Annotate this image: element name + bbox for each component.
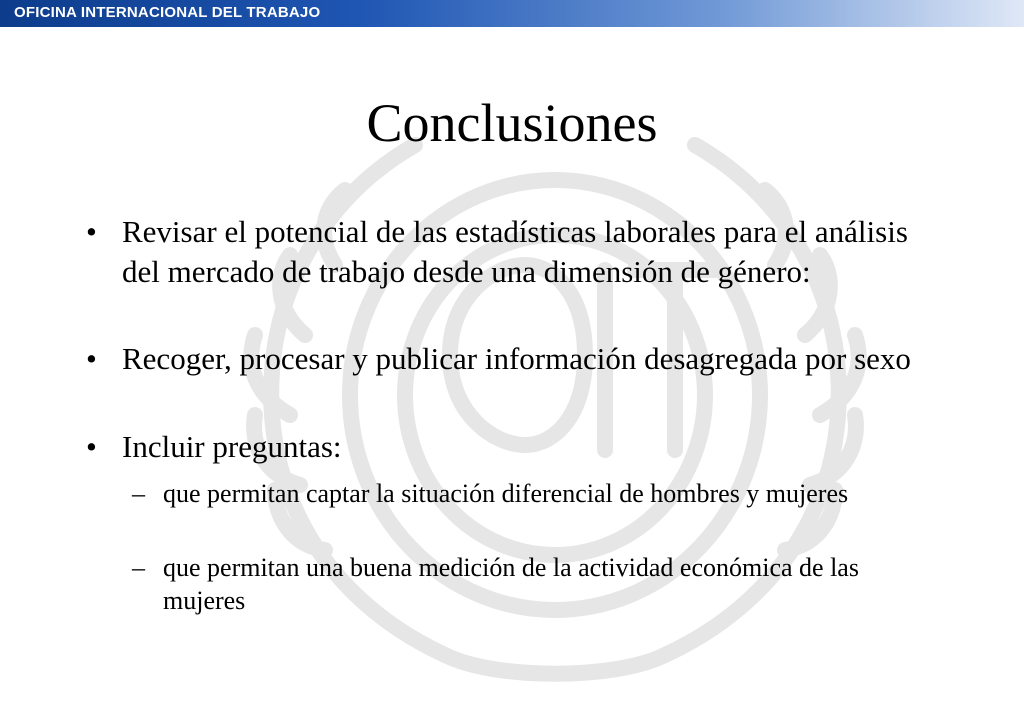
bullet-marker: • xyxy=(86,214,97,249)
bullet-text: Recoger, procesar y publicar información desagregada por sexo xyxy=(122,341,911,376)
bullet-item-2 xyxy=(86,339,952,379)
bullet-marker: • xyxy=(86,341,97,376)
bullet-text: Revisar el potencial de las estadísticas laborales para el análisis del mercado de trabajo desde una dimensión de género: xyxy=(122,214,908,289)
bullet-marker: • xyxy=(86,429,97,464)
bullet-text: Incluir preguntas: xyxy=(122,429,342,464)
sub-bullet-item-2 xyxy=(132,551,943,617)
header-bar xyxy=(0,0,1024,27)
sub-bullet-marker: – xyxy=(132,479,145,508)
organization-name: OFICINA INTERNACIONAL DEL TRABAJO xyxy=(14,4,321,21)
bullet-item-3 xyxy=(86,427,952,467)
slide-title: Conclusiones xyxy=(366,93,658,153)
sub-bullet-text: que permitan una buena medición de la actividad económica de las mujeres xyxy=(163,553,859,615)
sub-bullet-marker: – xyxy=(132,553,145,582)
sub-bullet-item-1 xyxy=(132,477,923,510)
bullet-item-1 xyxy=(86,212,952,292)
sub-bullet-text: que permitan captar la situación diferencial de hombres y mujeres xyxy=(163,479,849,508)
